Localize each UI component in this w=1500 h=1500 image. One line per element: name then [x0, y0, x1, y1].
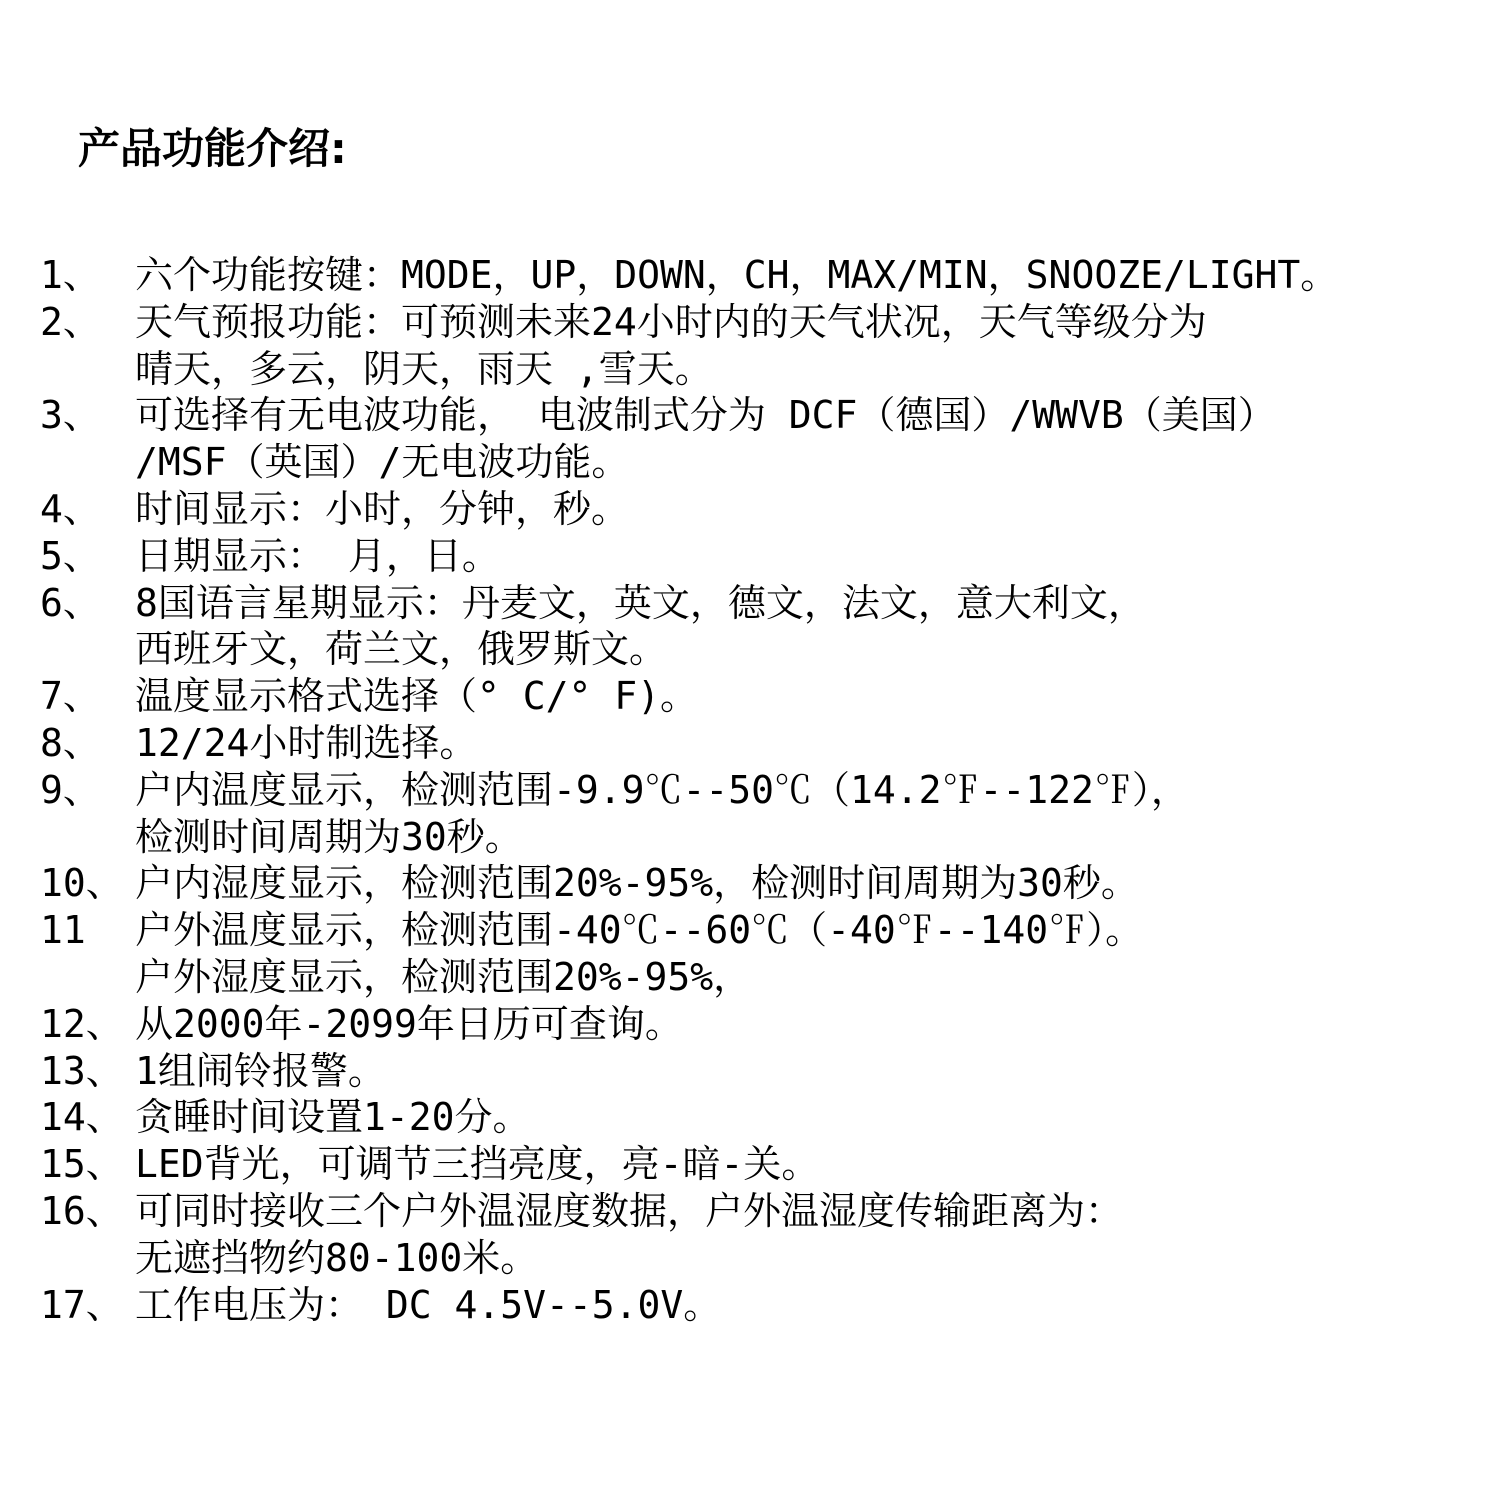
item-text-line: 贪睡时间设置1-20分。 — [135, 1095, 531, 1140]
item-text-line: 户外湿度显示，检测范围20%-95%， — [135, 954, 752, 999]
list-item — [40, 767, 1485, 861]
item-text-line: 可同时接收三个户外温湿度数据，户外温湿度传输距离为： — [135, 1188, 1124, 1233]
item-number: 10、 — [40, 861, 124, 906]
item-text — [135, 1141, 1485, 1188]
item-number: 2、 — [40, 299, 101, 344]
item-text — [135, 533, 1485, 580]
item-text-line: 温度显示格式选择（° C/° F)。 — [135, 674, 699, 719]
item-text-line: 8国语言星期显示：丹麦文，英文，德文，法文，意大利文， — [135, 580, 1146, 625]
item-text-line: 时间显示：小时，分钟，秒。 — [135, 486, 630, 531]
item-text — [135, 1094, 1485, 1141]
item-text — [135, 1048, 1485, 1095]
item-text — [135, 1188, 1485, 1282]
item-text-line: 天气预报功能：可预测未来24小时内的天气状况，天气等级分为 — [135, 299, 1207, 344]
item-text-line: LED背光，可调节三挡亮度，亮-暗-关。 — [135, 1142, 820, 1187]
list-item — [40, 673, 1485, 720]
item-text — [135, 720, 1485, 767]
item-number: 1、 — [40, 253, 101, 297]
item-number: 15、 — [40, 1142, 124, 1187]
item-text-line: 检测时间周期为30秒。 — [135, 814, 523, 859]
list-item — [40, 1282, 1485, 1329]
item-text — [135, 1001, 1485, 1048]
item-text-line: 无遮挡物约80-100米。 — [135, 1235, 539, 1280]
list-item — [40, 907, 1485, 1001]
list-item — [40, 720, 1485, 767]
list-item — [40, 299, 1485, 393]
item-text — [135, 673, 1485, 720]
page-title: 产品功能介绍: — [78, 124, 347, 173]
item-number: 7、 — [40, 674, 101, 719]
list-item — [40, 252, 1485, 299]
item-number: 16、 — [40, 1188, 124, 1233]
item-text — [135, 252, 1485, 299]
item-text-line: 从2000年-2099年日历可查询。 — [135, 1001, 683, 1046]
list-item — [40, 1188, 1485, 1282]
feature-list — [40, 252, 1485, 1328]
item-number: 13、 — [40, 1048, 124, 1093]
list-item — [40, 1094, 1485, 1141]
item-text-line: 户内温度显示，检测范围-9.9℃--50℃（14.2℉--122℉）， — [135, 767, 1189, 812]
list-item — [40, 533, 1485, 580]
item-number: 5、 — [40, 533, 101, 578]
item-text — [135, 299, 1485, 393]
item-text-line: /MSF（英国）/无电波功能。 — [135, 440, 630, 485]
item-text-line: 户内湿度显示，检测范围20%-95%，检测时间周期为30秒。 — [135, 861, 1139, 906]
item-text — [135, 580, 1485, 674]
list-item — [40, 1141, 1485, 1188]
item-text-line: 西班牙文，荷兰文，俄罗斯文。 — [135, 627, 668, 672]
item-number: 6、 — [40, 580, 101, 625]
item-text — [135, 486, 1485, 533]
list-item — [40, 1001, 1485, 1048]
item-text-line: 晴天，多云，阴天，雨天 ,雪天。 — [135, 346, 713, 391]
item-text — [135, 860, 1485, 907]
item-text — [135, 1282, 1485, 1329]
list-item — [40, 580, 1485, 674]
item-number: 11 — [40, 908, 86, 953]
item-number: 17、 — [40, 1282, 124, 1327]
item-text-line: 1组闹铃报警。 — [135, 1048, 386, 1093]
item-text-line: 户外温度显示，检测范围-40℃--60℃（-40℉--140℉）。 — [135, 908, 1144, 953]
item-number: 3、 — [40, 393, 101, 438]
item-text-line: 工作电压为： DC 4.5V--5.0V。 — [135, 1282, 722, 1327]
list-item — [40, 392, 1485, 486]
item-number: 8、 — [40, 720, 101, 765]
item-text — [135, 907, 1485, 1001]
item-text-line: 12/24小时制选择。 — [135, 720, 478, 765]
item-number: 4、 — [40, 486, 101, 531]
list-item — [40, 1048, 1485, 1095]
item-text-line: 可选择有无电波功能， 电波制式分为 DCF（德国）/WWVB（美国） — [135, 393, 1276, 438]
list-item — [40, 486, 1485, 533]
item-number: 14、 — [40, 1095, 124, 1140]
item-number: 12、 — [40, 1001, 124, 1046]
item-text-line: 日期显示： 月，日。 — [135, 533, 500, 578]
list-item — [40, 860, 1485, 907]
item-text — [135, 392, 1485, 486]
item-text-line: 六个功能按键：MODE，UP，DOWN，CH，MAX/MIN，SNOOZE/LIGHT。 — [135, 253, 1339, 297]
item-number: 9、 — [40, 767, 101, 812]
item-text — [135, 767, 1485, 861]
